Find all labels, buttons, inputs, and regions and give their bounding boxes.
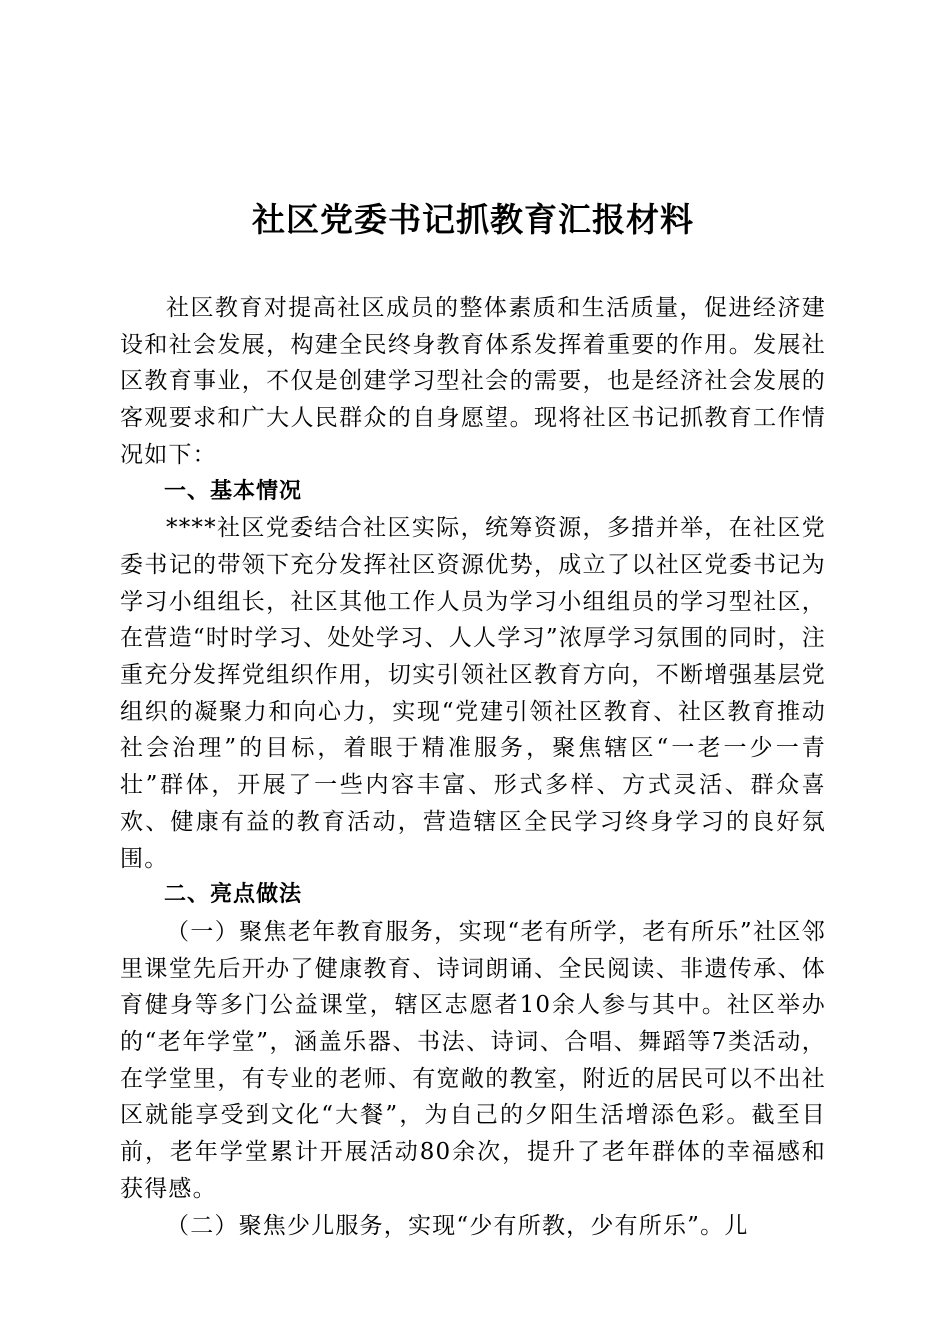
document-page [120, 0, 826, 1344]
section-heading-highlights: 二、亮点做法 [164, 882, 303, 908]
document-title: 社区党委书记抓教育汇报材料 [252, 200, 694, 239]
section-heading-basic: 一、基本情况 [164, 478, 303, 504]
highlight-item-children: （二）聚焦少儿服务，实现“少有所教，少有所乐”。儿 [166, 1212, 749, 1239]
highlight-item-elderly: （一）聚焦老年教育服务，实现“老有所学，老有所乐”社区邻里课堂先后开办了健康教育、诗词朗诵、全民阅读、非遗传承、体育健身等多门公益课堂，辖区志愿者10余人参与其中。社区举办的“老年学堂”，涵盖乐器、书法、诗词、合唱、舞蹈等7类活动，在学堂里，有专业的老师、有宽敞的教室，附近的居民可以不出社区就能享受到文化“大餐”，为自己的夕阳生活增添色彩。截至目前，老年学堂累计开展活动80余次，提升了老年群体的幸福感和获得感。 [120, 918, 826, 1202]
intro-paragraph: 社区教育对提高社区成员的整体素质和生活质量，促进经济建设和社会发展，构建全民终身教育体系发挥着重要的作用。发展社区教育事业，不仅是创建学习型社会的需要，也是经济社会发展的客观要求和广大人民群众的自身愿望。现将社区书记抓教育工作情况如下： [120, 295, 826, 468]
document-body [120, 290, 826, 1244]
section-paragraph-basic: ****社区党委结合社区实际，统筹资源，多措并举，在社区党委书记的带领下充分发挥社区资源优势，成立了以社区党委书记为学习小组组长，社区其他工作人员为学习小组组员的学习型社区，在营造“时时学习、处处学习、人人学习”浓厚学习氛围的同时，注重充分发挥党组织作用，切实引领社区教育方向，不断增强基层党组织的凝聚力和向心力，实现“党建引领社区教育、社区教育推动社会治理”的目标，着眼于精准服务，聚焦辖区“一老一少一青壮”群体，开展了一些内容丰富、形式多样、方式灵活、群众喜欢、健康有益的教育活动，营造辖区全民学习终身学习的良好氛围。 [120, 515, 826, 872]
